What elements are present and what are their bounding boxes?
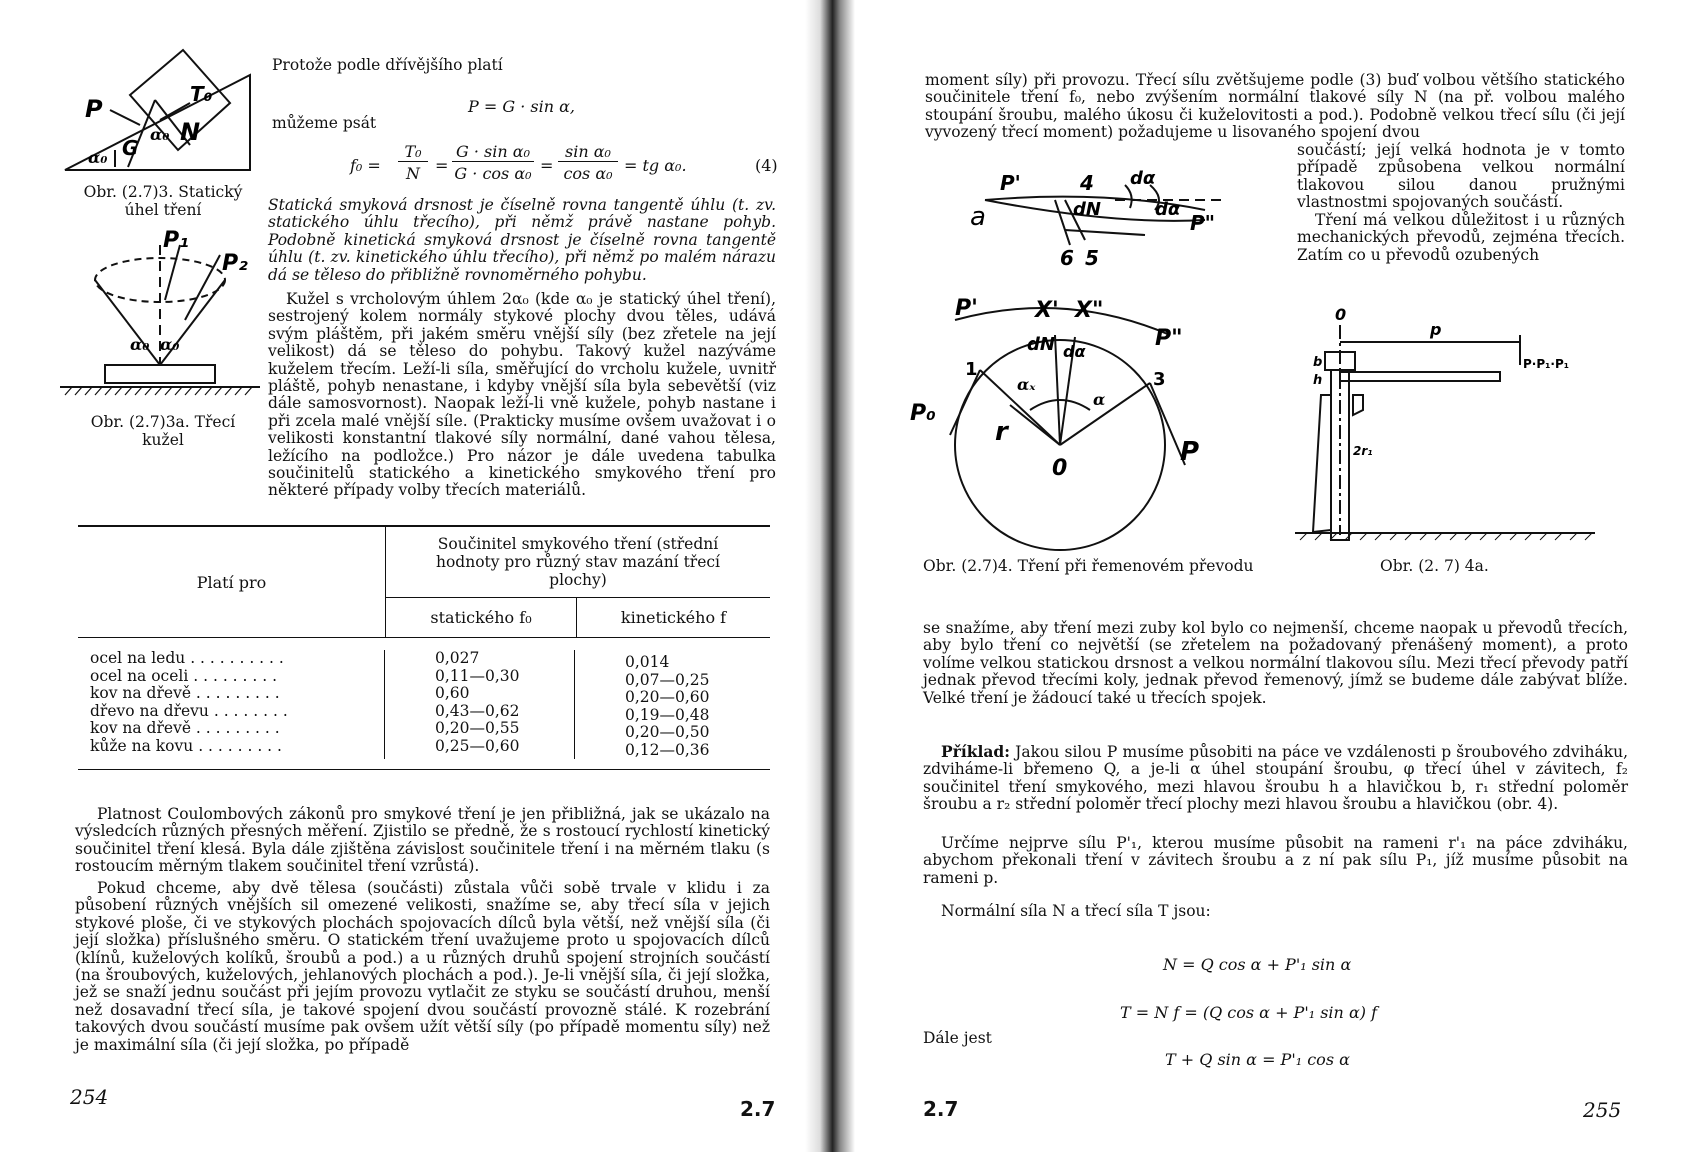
table-body [78, 638, 770, 770]
fig4a-label-2r1: 2r₁ [1353, 444, 1373, 458]
figure-static-friction-angle [60, 45, 265, 180]
fig4a-label-O: 0 [1335, 305, 1347, 324]
table-row: kov na dřevě . . . . . . . . . [90, 684, 280, 702]
figure-friction-cone [60, 225, 265, 410]
figure-screw-jack [1295, 300, 1625, 545]
fig4-label-P: P [1180, 437, 1200, 467]
section-number-left: 2.7 [740, 1097, 776, 1121]
fig4-label-4: 4 [1080, 171, 1094, 195]
fig4-label-P1: P' [955, 296, 978, 321]
page-number-left: 254 [70, 1085, 109, 1109]
fig4-label-O: 0 [1052, 456, 1068, 481]
paragraph-example [923, 743, 1628, 814]
table-col-materials [78, 650, 385, 759]
table-header-static: statického f₀ [386, 598, 577, 637]
right-page [855, 0, 1683, 1152]
eq4-equals-2: = [540, 156, 554, 175]
table-header-plati-pro: Platí pro [78, 527, 386, 637]
table-cell-material: kov na dřevě [90, 719, 191, 737]
example-text: Jakou silou P musíme působiti na páce ve vzdálenosti p šroubového zdviháku, zdviháme-li břemeno Q, a je-li α úhel stoupání šroubu, φ třecí úhel v závitech, f₂ součinitel tření smykového, mezi hlavou šroubu h a hlavičkou b, r₁ střední poloměr šroubu a r₂ střední poloměr třecí plochy mezi hlavou šroubu a hlavičkou (obr. 4). [923, 743, 1628, 814]
paragraph-trecí-prevody: se snažíme, aby tření mezi zuby kol bylo co nejmenší, chceme naopak u převodů třecích, aby bylo tření co největší (se zřetelem na požadovaný přenášený moment), a proto volíme velkou statickou drsnost a velkou normální tlakovou sílu. Mezi třecí převody patří jednak převod třecími koly, jednak převod řemenový, jímž se budeme dále zabývat blíže. Velké tření je žádoucí také u třecích spojek. [923, 619, 1628, 707]
table-cell-static: 0,20—0,55 [435, 719, 520, 737]
table-cell-static: 0,027 [435, 649, 480, 667]
figure-4a-caption: Obr. (2. 7) 4a. [1380, 557, 1489, 575]
intro-text: Protože podle dřívějšího platí [272, 56, 503, 74]
fig3-label-T0: T₀ [190, 82, 213, 106]
table-row: dřevo na dřevu . . . . . . . . [90, 701, 288, 720]
eq4-f0: f₀ = [350, 156, 381, 175]
table-header-soucinitel: Součinitel smykového tření (střední hodnoty pro různý stav mazání třecí plochy) [386, 527, 770, 598]
fig4a-label-h: h [1313, 373, 1323, 388]
table-col-kinetic [575, 650, 770, 759]
dale-jest-text: Dále jest [923, 1029, 992, 1047]
page-number-right: 255 [1583, 1098, 1622, 1122]
book-gutter [805, 0, 855, 1152]
table-cell-kinetic: 0,07—0,25 [625, 670, 710, 689]
eq4-tg: = tg α₀. [624, 156, 687, 175]
section-number-right: 2.7 [923, 1097, 959, 1121]
table-cell-material: dřevo na dřevu [90, 701, 209, 720]
equation-T: T = N f = (Q cos α + P'₁ sin α) f [1120, 1003, 1377, 1022]
paragraph-mechanicke-prevody: Tření má velkou důležitost i u různých mechanických převodů, zejména třecích. Zatím co u převodů ozubených [1297, 211, 1625, 264]
fig4-label-r: r [995, 417, 1008, 447]
table-cell-kinetic: 0,014 [625, 653, 670, 671]
figure-3-caption: Obr. (2.7)3. Statický úhel tření [83, 183, 243, 219]
figure-3a-caption: Obr. (2.7)3a. Třecí kužel [90, 413, 236, 449]
equation-P: P = G · sin α, [468, 97, 575, 116]
fig4a-label-force: P·P₁·P₁ [1523, 357, 1570, 371]
example-label: Příklad: [941, 742, 1010, 761]
eq4-equals-1: = [435, 156, 449, 175]
table-cell-kinetic: 0,20—0,60 [625, 688, 710, 706]
paragraph-smykova-drsnost: Statická smyková drsnost je číselně rovna tangentě úhlu (t. zv. statického úhlu třecího), při němž právě nastane pohyb. Podobně kinetická smyková drsnost je číselně rovna tangentě úhlu (t. zv. kinetického úhlu třecího), při němž po malém nárazu dá se těleso do přibližně rovnoměrného pohybu. [268, 196, 776, 284]
fig4-label-a: a [970, 202, 986, 232]
fig4a-label-p: p [1430, 320, 1442, 339]
figure-belt-drive [895, 295, 1225, 555]
table-cell-kinetic: 0,20—0,50 [625, 723, 710, 741]
table-cell-kinetic: 0,19—0,48 [625, 705, 710, 724]
paragraph-soucasti: součástí; její velká hodnota je v tomto případě způsobena velkou normální tlakovou silou danou pružnými vlastnostmi spojovaných součástí. [1297, 141, 1625, 212]
fig3a-label-P2: P₂ [222, 251, 248, 276]
fig4-label-da: dα [1063, 342, 1086, 361]
paragraph-moment-sily: moment síly) při provozu. Třecí sílu zvětšujeme podle (3) buď volbou většího statického součinitele tření f₀, nebo zvýšením normální tlakové síly N (na př. volbou malého stoupání šroubu, malého úkosu či kuželovitosti a pod.). Podobně velkou třecí sílu (či její vyvozený třecí moment) požadujeme u lisovaného spojení dvou [925, 71, 1625, 142]
fig4-label-ax: αₓ [1017, 375, 1036, 394]
fig4-label-dN: dN [1027, 334, 1055, 355]
table-row: kov na dřevě . . . . . . . . . [90, 719, 280, 737]
equation-4 [350, 142, 780, 192]
table-cell-static: 0,43—0,62 [435, 701, 520, 720]
fig3-label-alpha0-b: α₀ [150, 125, 170, 144]
table-row: kůže na kovu . . . . . . . . . [90, 736, 282, 755]
fig4-label-alpha: α [1093, 390, 1106, 409]
paragraph-coulomb: Platnost Coulombových zákonů pro smykové tření je jen přibližná, jak se ukázalo na výsledcích různých přesných měření. Zjistilo se předně, že s rostoucí rychlostí kinetický součinitel tření klesá. Byla dále zjištěna závislost součinitele tření i na měrném tlaku (s rostoucím měrným tlakem součinitel tření vzrůstá). [75, 805, 770, 876]
fig4a-label-b: b [1313, 355, 1323, 370]
equation-T2: T + Q sin α = P'₁ cos α [1165, 1050, 1350, 1069]
fig4-label-dN-top: dN [1073, 199, 1101, 220]
table-cell-static: 0,25—0,60 [435, 736, 520, 755]
fig4-label-1: 1 [965, 359, 978, 380]
table-cell-kinetic: 0,12—0,36 [625, 740, 710, 759]
eq4-T0: T₀ [398, 142, 428, 162]
table-row: ocel na oceli . . . . . . . . . [90, 666, 278, 685]
figure-belt-detail [970, 168, 1295, 270]
fig4-label-P0: P₀ [910, 401, 936, 426]
table-cell-material: ocel na oceli [90, 666, 189, 685]
eq4-G-sin: G · sin α₀ [452, 142, 534, 162]
fig4-label-X1: X' [1035, 298, 1059, 323]
fig4-label-P2-top: P" [1190, 211, 1216, 235]
equation-N: N = Q cos α + P'₁ sin α [1163, 955, 1352, 974]
table-cell-static: 0,60 [435, 684, 470, 702]
figure-4-caption: Obr. (2.7)4. Tření při řemenovém převodu [923, 557, 1254, 575]
fig4-label-X2: X" [1075, 298, 1104, 323]
eq4-N: N [406, 164, 420, 183]
eq4-number: (4) [755, 156, 778, 175]
table-col-static [385, 650, 575, 759]
fig4-label-P1-top: P' [1000, 171, 1021, 195]
fig3-label-N: N [180, 118, 201, 146]
eq4-sin: sin α₀ [558, 142, 618, 162]
paragraph-staticke-treni: Pokud chceme, aby dvě tělesa (součásti) zůstala vůči sobě trvale v klidu i za působení různých vnějších sil omezené velikosti, snažíme se, aby třecí síla v jejich stykové ploše, či ve stykových plochách spojovacích dílců byla větší, než vnější síla (či její složka) příslušného směru. O statickém tření uvažujeme proto u spojovacích dílců (klínů, kuželových kolíků, šroubů a pod.) a u různých druhů spojení strojních součástí (na šroubových, kuželových, jehlanových plochách a pod.). Je-li vnější síla, či její složka, jež se snaží jednu součást při jejím provozu vytlačit ze styku se součástí druhou, menší než dosavadní třecí síla, je takové spojení dvou součástí provozně stálé. K rozebrání takových dvou součástí musíme pak ovšem užít větší síly (po případě momentu síly) než je maximální síla (či její složka, po případě [75, 879, 770, 1054]
fig3a-label-alpha0-a: α₀ [130, 335, 150, 354]
eq4-G-cos: G · cos α₀ [454, 164, 532, 183]
fig3a-label-P1: P₁ [163, 228, 189, 253]
fig4-label-6: 6 [1060, 246, 1074, 270]
table-header-kinetic: kinetického f [620, 608, 727, 627]
table-cell-material: kov na dřevě [90, 684, 191, 702]
friction-table [78, 525, 770, 770]
fig4-label-da-top: dα [1130, 168, 1156, 189]
normal-force-line: Normální síla N a třecí síla T jsou: [941, 902, 1211, 920]
can-write-text: můžeme psát [272, 114, 377, 132]
paragraph-trecí-kuzel: Kužel s vrcholovým úhlem 2α₀ (kde α₀ je statický úhel tření), sestrojený kolem normály stykové plochy dvou těles, udává svým pláštěm, při jakém směru vnější síly (bez zřetele na její velikost) dá se těleso do pohybu. Takový kužel nazýváme kuželem třecím. Leží-li síla, směřující do vrcholu kužele, uvnitř pláště, pohyb nenastane, i kdyby vnější síla byla sebevětší (viz dále samosvornost). Naopak leží-li vně kužele, pohyb nastane i při zcela malé vnější síle. (Prakticky musíme ovšem uvažovat i o velikosti konstantní tlakové síly normální, dané vahou tělesa, ležícího na podložce.) Pro názor je dále uvedena tabulka součinitelů statického a kinetického smykového tření pro některé případy volby třecích materiálů. [268, 290, 776, 500]
table-cell-static: 0,11—0,30 [435, 666, 520, 685]
left-page [0, 0, 805, 1152]
fig3-label-P: P [85, 95, 103, 123]
eq4-cos: cos α₀ [563, 164, 613, 183]
fig4-label-5: 5 [1085, 246, 1099, 270]
fig3-label-G: G [122, 136, 139, 160]
fig4-label-3: 3 [1153, 369, 1166, 390]
paragraph-determine-force: Určíme nejprve sílu P'₁, kterou musíme působit na rameni r'₁ na páce zdviháku, abychom překonali tření v závitech šroubu a z ní pak sílu P₁, jíž musíme působit na rameni p. [923, 834, 1628, 887]
fig3-label-alpha0-a: α₀ [88, 148, 108, 167]
fig4-label-dax-top: dα [1155, 199, 1181, 220]
fig3a-label-alpha0-b: α₀ [160, 335, 180, 354]
table-cell-material: ocel na ledu [90, 649, 186, 667]
fig4-label-P2: P" [1155, 326, 1183, 351]
table-cell-material: kůže na kovu [90, 736, 194, 755]
table-row: ocel na ledu . . . . . . . . . . [90, 649, 284, 667]
